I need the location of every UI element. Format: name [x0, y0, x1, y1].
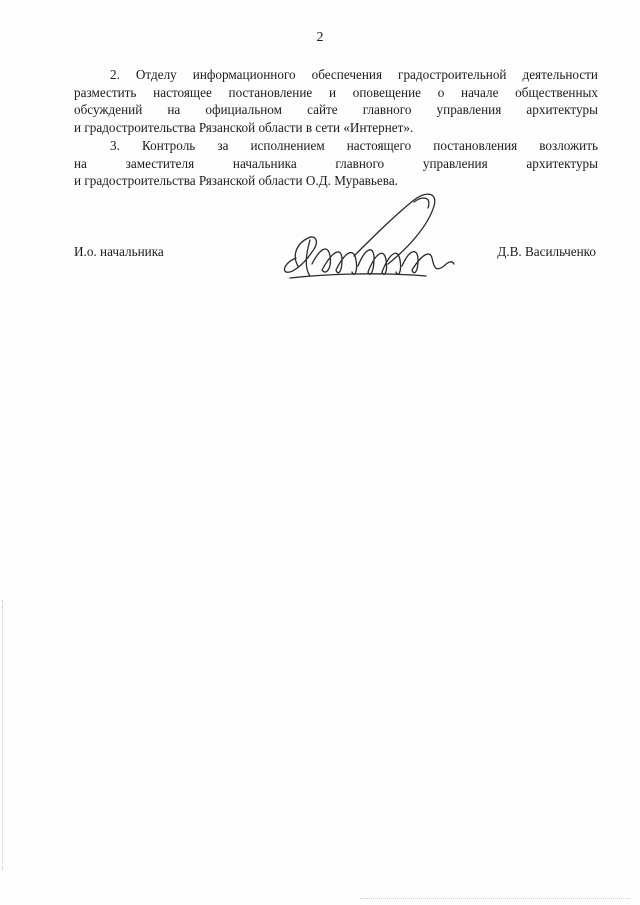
paragraph-2-line: 2. Отделу информационного обеспечения градостроительной деятельности — [110, 67, 598, 82]
paragraph-2-line: обсуждений на официальном сайте главного управления архитектуры — [74, 102, 598, 118]
signatory-name: Д.В. Васильченко — [497, 244, 596, 259]
scan-artifact — [2, 600, 5, 870]
handwritten-signature — [276, 186, 462, 290]
signatory-position: И.о. начальника — [74, 244, 164, 259]
paragraph-2-line: и градостроительства Рязанской области в сети «Интернет». — [74, 119, 414, 135]
page-number: 2 — [316, 30, 324, 45]
paragraph-3-line: и градостроительства Рязанской области О.Д. Муравьева. — [74, 173, 398, 189]
paragraph-2 — [74, 66, 598, 136]
paragraph-3-line: 3. Контроль за исполнением настоящего постановления возложить — [110, 138, 598, 153]
paragraph-3-line: на заместителя начальника главного управления архитектуры — [74, 155, 598, 171]
paragraph-3 — [74, 137, 598, 190]
scan-artifact — [360, 898, 630, 900]
paragraph-2-line: разместить настоящее постановление и оповещение о начале общественных — [74, 84, 598, 100]
